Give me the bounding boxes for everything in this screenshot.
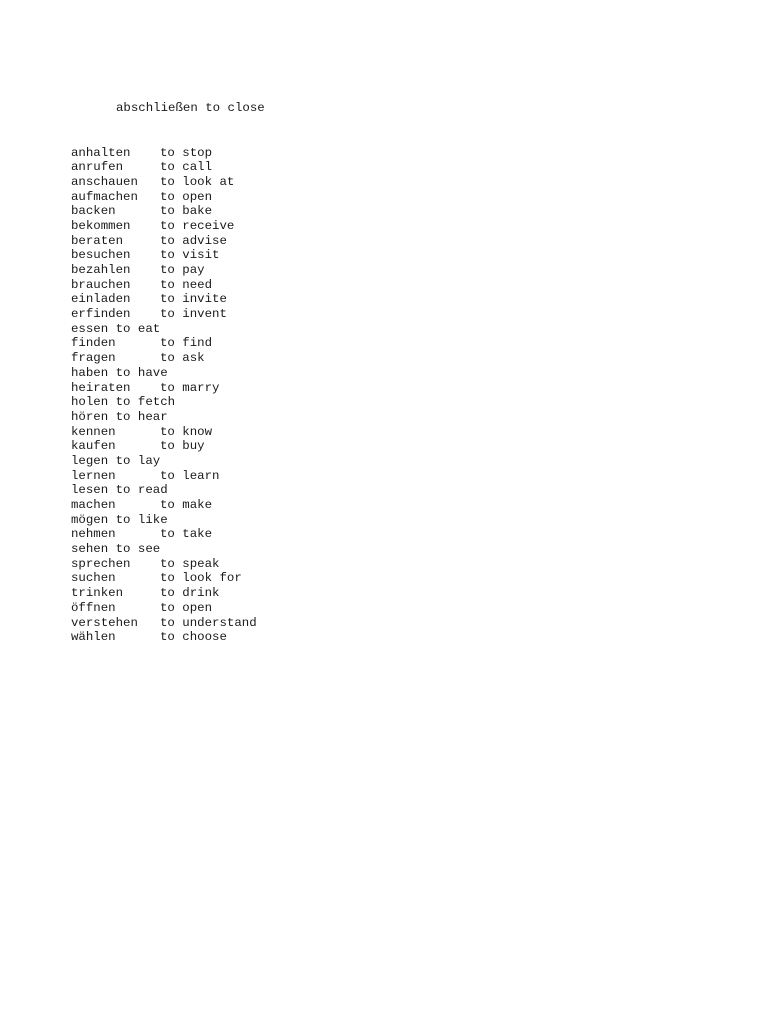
english-translation: to pay [160,263,205,277]
german-word: legen [71,453,109,468]
english-translation: to buy [160,439,205,454]
german-word: anhalten [71,145,131,160]
vocab-entry [71,425,265,440]
german-word: nehmen [71,527,116,542]
vocab-entry [71,410,265,425]
vocab-entry [71,175,265,190]
english-translation: to eat [115,321,161,336]
german-word: backen [71,204,116,219]
german-word: anrufen [71,160,124,175]
english-translation: to invite [160,292,227,307]
vocab-entry [71,616,265,631]
german-word: sehen [71,542,109,557]
vocab-entry [71,586,265,601]
vocab-entry [71,146,265,161]
german-word: lesen [71,483,109,498]
vocab-entry [71,307,265,322]
english-translation: to learn [160,468,220,483]
german-word: kaufen [71,439,116,454]
english-translation: to visit [160,248,220,263]
german-word: bezahlen [71,263,131,277]
vocab-entry [71,557,265,572]
english-translation: to have [115,365,168,380]
vocab-entry [71,204,265,219]
vocab-entry [71,454,265,469]
vocab-entry [71,483,265,498]
english-translation: to find [160,336,213,351]
german-word: machen [71,498,116,512]
english-translation: to like [115,512,168,527]
german-word: aufmachen [71,189,138,204]
german-word: fragen [71,351,116,366]
vocabulary-list [71,72,265,660]
english-translation: to see [115,542,161,557]
english-translation: to fetch [115,395,176,410]
vocab-entry [71,571,265,586]
english-translation: to receive [160,218,235,233]
german-word: essen [71,321,109,336]
german-word: mögen [71,512,109,527]
german-word: bekommen [71,218,131,233]
vocab-entry [71,234,265,249]
vocab-entry [71,395,265,410]
vocab-entry [71,469,265,484]
german-word: verstehen [71,615,138,630]
german-word: wählen [71,630,116,645]
vocab-entry [71,601,265,616]
english-translation: to take [160,527,213,542]
german-word: heiraten [71,380,131,395]
vocab-entry [71,278,265,293]
vocab-entry [71,366,265,381]
german-word: einladen [71,292,131,307]
english-translation: to stop [160,145,213,160]
vocab-entry [71,527,265,542]
german-word: lernen [71,468,116,483]
english-translation: to open [160,600,213,615]
english-translation: to drink [160,586,220,601]
german-word: sprechen [71,556,131,571]
vocab-entry [71,542,265,557]
english-translation: to look at [160,174,235,189]
english-translation: to choose [160,630,227,645]
english-translation: to call [160,160,213,175]
english-translation: to advise [160,233,227,248]
german-word: anschauen [71,174,138,189]
english-translation: to bake [160,204,213,219]
german-word: finden [71,336,116,351]
german-word: trinken [71,586,124,601]
vocab-entry [71,630,265,645]
vocab-entry [71,160,265,175]
english-translation: to invent [160,307,227,322]
german-word: abschließen [116,101,198,116]
english-translation: to ask [160,351,205,366]
english-translation: to read [115,483,168,498]
vocab-entry [71,351,265,366]
vocab-entry [71,322,265,337]
english-translation: to marry [160,380,220,395]
german-word: erfinden [71,307,131,322]
english-translation: to speak [160,556,220,571]
vocab-entry [71,219,265,234]
german-word: haben [71,365,109,380]
german-word: holen [71,395,109,410]
english-translation: to know [160,424,213,439]
english-translation: to open [160,189,213,204]
vocab-entry [71,190,265,205]
german-word: beraten [71,233,124,248]
english-translation: to need [160,277,213,292]
vocab-entry [71,381,265,396]
german-word: kennen [71,424,116,439]
english-translation: to hear [115,409,168,424]
english-translation: to lay [115,453,161,468]
vocab-entries [71,146,265,645]
vocab-entry [71,513,265,528]
vocab-entry [71,263,265,278]
vocab-entry [71,439,265,454]
english-translation: to look for [160,571,242,586]
english-translation: to make [160,498,213,512]
german-word: öffnen [71,600,116,615]
vocab-entry [71,498,265,513]
vocab-entry-first [71,101,265,116]
english-translation: to understand [160,615,257,630]
german-word: hören [71,409,109,424]
english-translation: to close [205,101,265,116]
vocab-entry [71,292,265,307]
german-word: suchen [71,571,116,586]
german-word: besuchen [71,248,131,263]
vocab-entry [71,336,265,351]
german-word: brauchen [71,277,131,292]
vocab-entry [71,248,265,263]
